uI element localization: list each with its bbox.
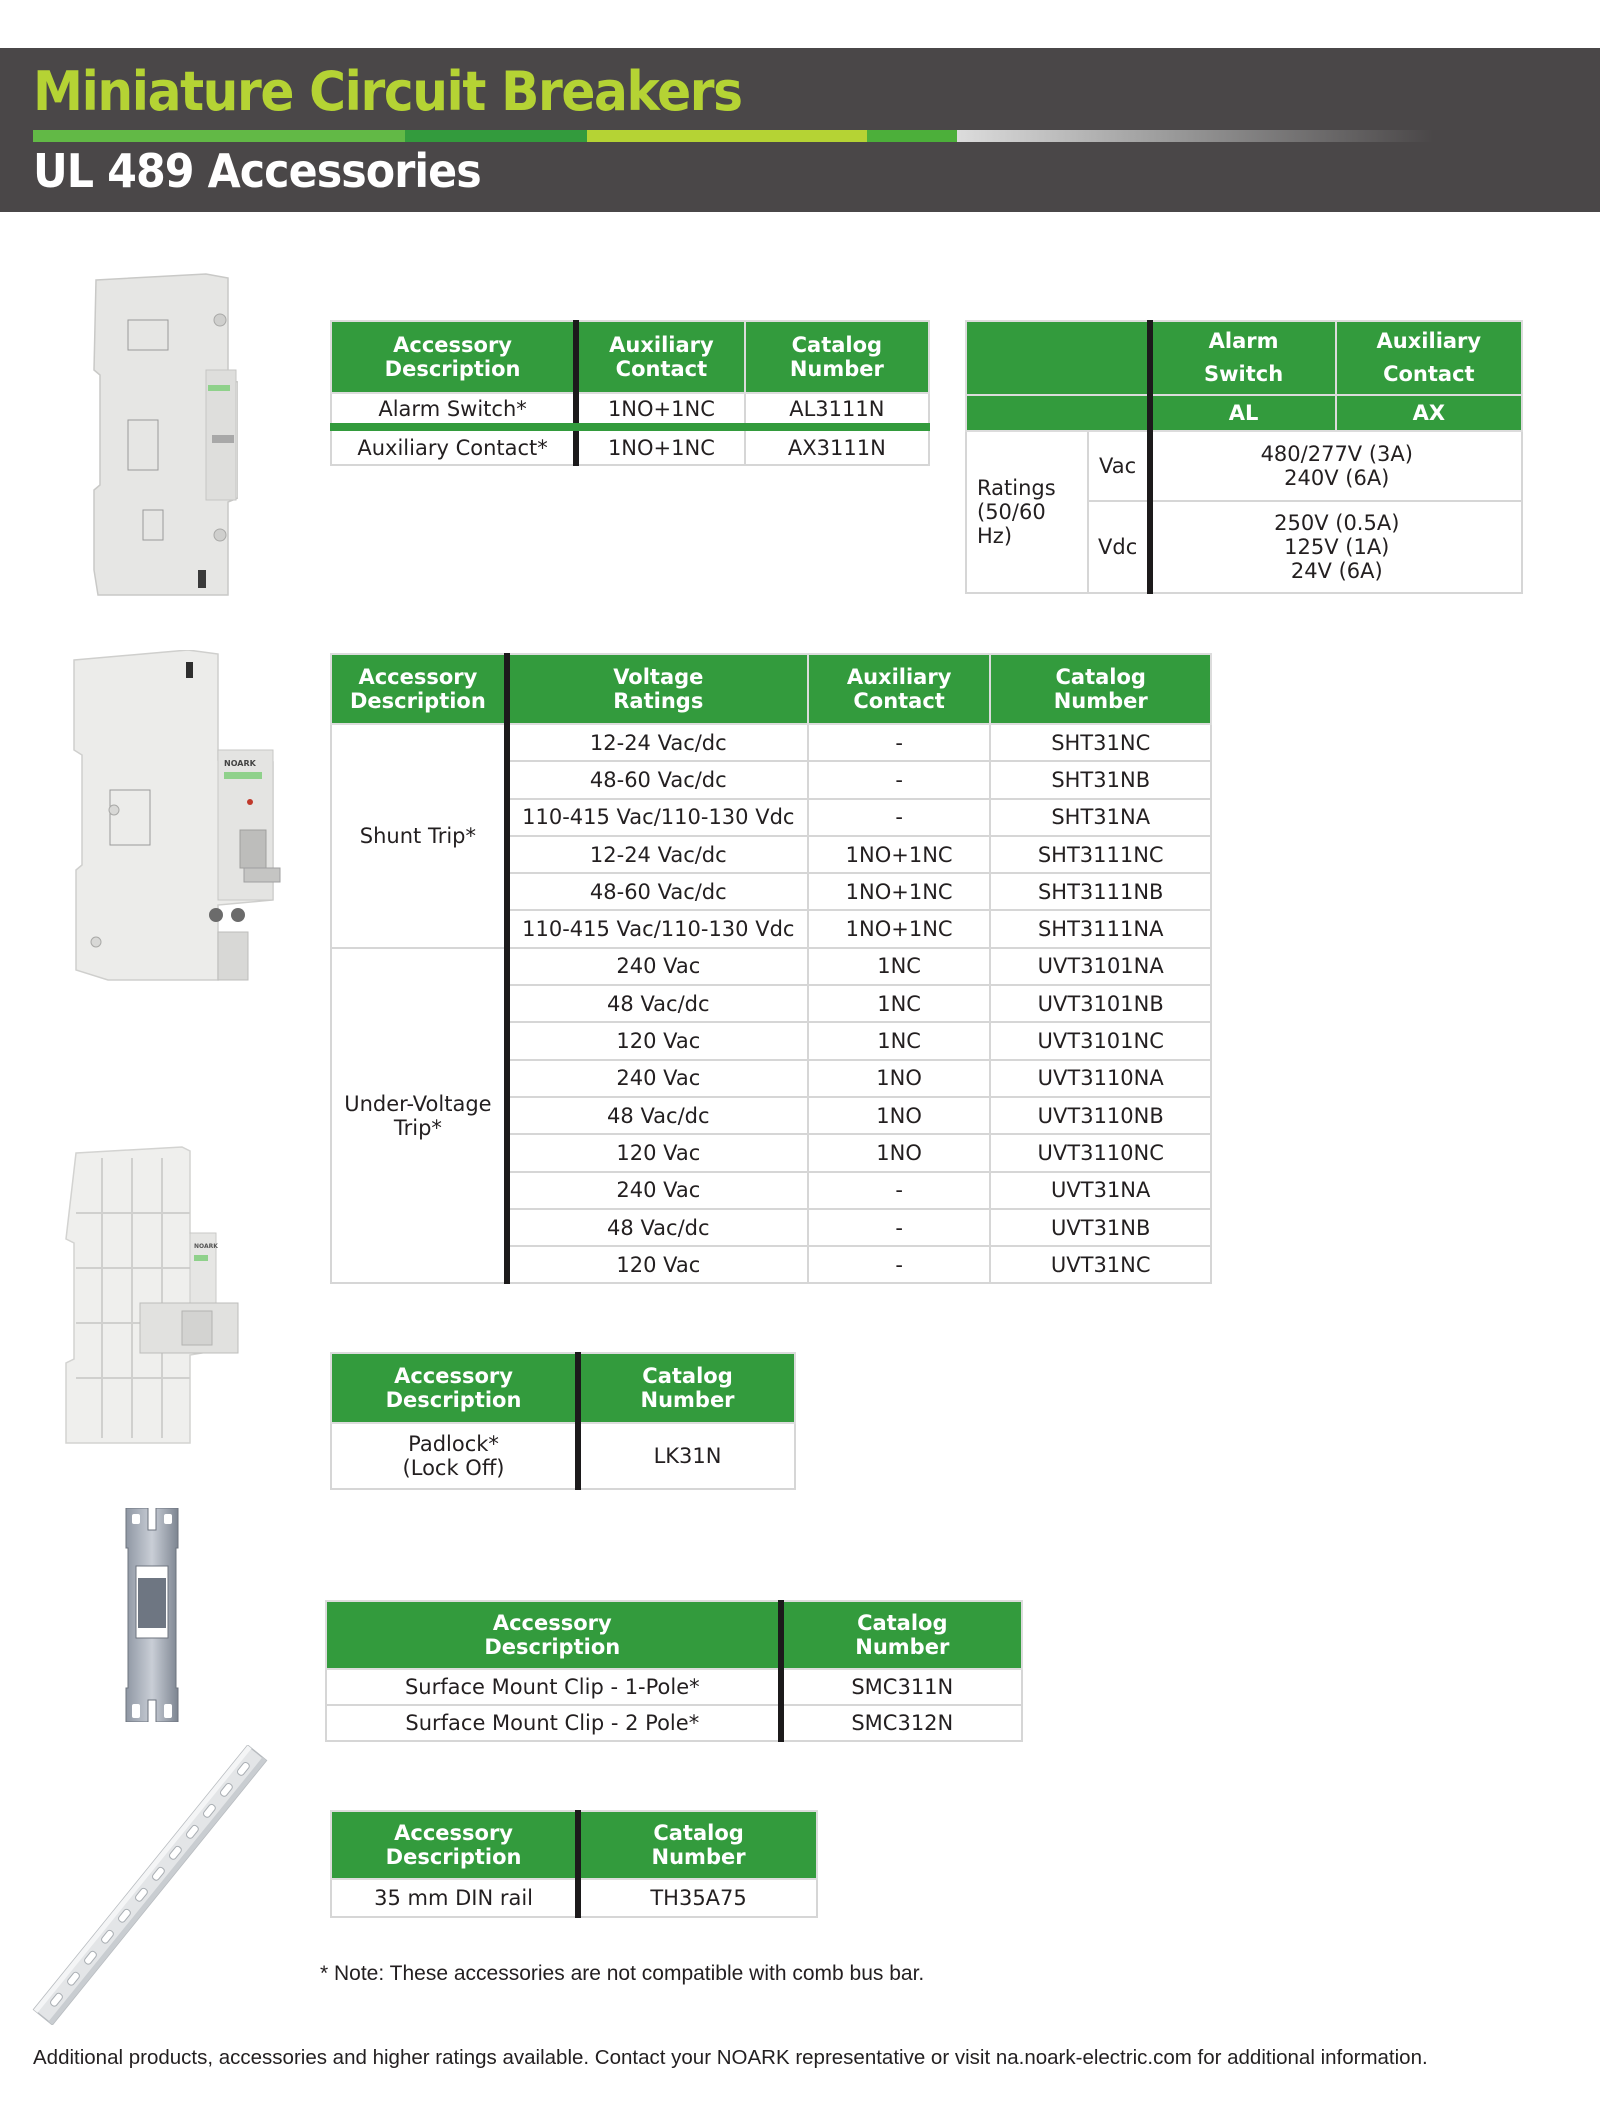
catalog-cell: UVT3110NA xyxy=(990,1060,1211,1097)
page-subtitle: UL 489 Accessories xyxy=(33,144,481,198)
header-catalog-number: Catalog Number xyxy=(781,1601,1022,1669)
aux-contact-cell: 1NO xyxy=(808,1134,991,1171)
vdc-label: Vdc xyxy=(1088,501,1150,593)
aux-contact-cell: 1NO+1NC xyxy=(808,873,991,910)
header-catalog-number: Catalog Number xyxy=(745,321,929,393)
compatibility-note: * Note: These accessories are not compatible with comb bus bar. xyxy=(320,1962,925,1985)
aux-contact-cell: 1NO xyxy=(808,1060,991,1097)
footer-contact-text: Additional products, accessories and higher ratings available. Contact your NOARK representative or visit na.noark-electric.com for additional information. xyxy=(33,2046,1428,2069)
catalog-cell: SHT31NC xyxy=(990,724,1211,761)
trip-table xyxy=(330,653,1212,1284)
voltage-cell: 240 Vac xyxy=(507,948,808,985)
code-ax: AX xyxy=(1336,395,1522,431)
table-row xyxy=(326,1705,1022,1741)
aux-contact-cell: 1NO xyxy=(808,1097,991,1134)
catalog-cell: UVT3101NA xyxy=(990,948,1211,985)
header-auxiliary-contact: Auxiliary Contact xyxy=(808,654,991,724)
description-cell: Padlock* (Lock Off) xyxy=(331,1423,578,1489)
padlock-image xyxy=(62,1143,242,1448)
voltage-cell: 48 Vac/dc xyxy=(507,985,808,1022)
voltage-cell: 240 Vac xyxy=(507,1172,808,1209)
catalog-cell: UVT3110NB xyxy=(990,1097,1211,1134)
ratings-header-blank xyxy=(966,321,1150,395)
aux-contact-cell: 1NC xyxy=(808,948,991,985)
vac-row xyxy=(966,431,1522,501)
din-rail-image xyxy=(30,1745,270,2025)
voltage-cell: 120 Vac xyxy=(507,1134,808,1171)
aux-contact-cell: 1NC xyxy=(808,985,991,1022)
voltage-cell: 12-24 Vac/dc xyxy=(507,724,808,761)
catalog-cell: SHT3111NA xyxy=(990,910,1211,947)
catalog-cell: UVT3101NB xyxy=(990,985,1211,1022)
catalog-cell: SHT3111NC xyxy=(990,836,1211,873)
header-accent-bar xyxy=(33,130,1433,142)
voltage-cell: 240 Vac xyxy=(507,1060,808,1097)
padlock-table xyxy=(330,1352,796,1490)
catalog-cell: SMC311N xyxy=(781,1669,1022,1705)
header-accessory-description: Accessory Description xyxy=(331,1811,578,1879)
description-cell: Surface Mount Clip - 2 Pole* xyxy=(326,1705,781,1741)
header-accessory-description: Accessory Description xyxy=(331,1353,578,1423)
ratings-table xyxy=(965,320,1523,594)
table-row xyxy=(331,724,1211,761)
ratings-code-blank xyxy=(966,395,1150,431)
voltage-cell: 48 Vac/dc xyxy=(507,1097,808,1134)
catalog-cell: UVT3110NC xyxy=(990,1134,1211,1171)
header-catalog-number: Catalog Number xyxy=(578,1811,817,1879)
catalog-cell: SHT31NB xyxy=(990,761,1211,798)
table-row xyxy=(331,427,929,465)
shunt-trip-image xyxy=(68,650,283,985)
header-accessory-description: Accessory Description xyxy=(331,321,576,393)
aux-contact-cell: 1NO+1NC xyxy=(576,393,745,427)
aux-contact-cell: - xyxy=(808,1209,991,1246)
table-row xyxy=(331,1879,817,1917)
voltage-cell: 48-60 Vac/dc xyxy=(507,761,808,798)
voltage-cell: 110-415 Vac/110-130 Vdc xyxy=(507,910,808,947)
svg-text:NOARK: NOARK xyxy=(224,759,256,768)
aux-contact-cell: - xyxy=(808,1246,991,1283)
voltage-cell: 48-60 Vac/dc xyxy=(507,873,808,910)
voltage-cell: 120 Vac xyxy=(507,1022,808,1059)
header-catalog-number: Catalog Number xyxy=(578,1353,795,1423)
table-row xyxy=(326,1669,1022,1705)
aux-contact-cell: 1NO+1NC xyxy=(808,836,991,873)
catalog-cell: AX3111N xyxy=(745,427,929,465)
voltage-cell: 110-415 Vac/110-130 Vdc xyxy=(507,799,808,836)
catalog-cell: UVT3101NC xyxy=(990,1022,1211,1059)
voltage-cell: 48 Vac/dc xyxy=(507,1209,808,1246)
aux-contact-cell: - xyxy=(808,761,991,798)
description-cell: Alarm Switch* xyxy=(331,393,576,427)
alarm-aux-table xyxy=(330,320,930,466)
table-row xyxy=(331,948,1211,985)
page-header xyxy=(0,48,1600,212)
header-auxiliary-contact: Auxiliary Contact xyxy=(1336,321,1522,395)
surface-mount-clip-image xyxy=(122,1508,182,1722)
code-al: AL xyxy=(1150,395,1336,431)
header-auxiliary-contact: Auxiliary Contact xyxy=(576,321,745,393)
vac-label: Vac xyxy=(1088,431,1150,501)
aux-contact-cell: - xyxy=(808,799,991,836)
header-catalog-number: Catalog Number xyxy=(990,654,1211,724)
aux-contact-cell: 1NO+1NC xyxy=(808,910,991,947)
description-cell: 35 mm DIN rail xyxy=(331,1879,578,1917)
ratings-label: Ratings (50/60 Hz) xyxy=(966,431,1088,593)
description-cell: Surface Mount Clip - 1-Pole* xyxy=(326,1669,781,1705)
shunt-trip-group-label: Shunt Trip* xyxy=(331,724,507,948)
header-accessory-description: Accessory Description xyxy=(326,1601,781,1669)
catalog-cell: TH35A75 xyxy=(578,1879,817,1917)
header-voltage-ratings: Voltage Ratings xyxy=(507,654,808,724)
table-row xyxy=(331,393,929,427)
catalog-cell: SHT31NA xyxy=(990,799,1211,836)
clip-table xyxy=(325,1600,1023,1742)
catalog-cell: UVT31NB xyxy=(990,1209,1211,1246)
table-row xyxy=(331,1423,795,1489)
catalog-cell: LK31N xyxy=(578,1423,795,1489)
aux-contact-cell: 1NO+1NC xyxy=(576,427,745,465)
catalog-cell: UVT31NC xyxy=(990,1246,1211,1283)
din-rail-table xyxy=(330,1810,818,1918)
header-accessory-description: Accessory Description xyxy=(331,654,507,724)
catalog-cell: UVT31NA xyxy=(990,1172,1211,1209)
alarm-switch-image xyxy=(88,270,238,600)
page-title: Miniature Circuit Breakers xyxy=(33,60,742,123)
vdc-values: 250V (0.5A) 125V (1A) 24V (6A) xyxy=(1150,501,1522,593)
svg-text:NOARK: NOARK xyxy=(194,1243,218,1250)
catalog-cell: SMC312N xyxy=(781,1705,1022,1741)
aux-contact-cell: 1NC xyxy=(808,1022,991,1059)
under-voltage-trip-group-label: Under-Voltage Trip* xyxy=(331,948,507,1284)
description-cell: Auxiliary Contact* xyxy=(331,427,576,465)
voltage-cell: 120 Vac xyxy=(507,1246,808,1283)
vac-values: 480/277V (3A) 240V (6A) xyxy=(1150,431,1522,501)
aux-contact-cell: - xyxy=(808,724,991,761)
header-alarm-switch: Alarm Switch xyxy=(1150,321,1336,395)
aux-contact-cell: - xyxy=(808,1172,991,1209)
catalog-cell: AL3111N xyxy=(745,393,929,427)
voltage-cell: 12-24 Vac/dc xyxy=(507,836,808,873)
catalog-cell: SHT3111NB xyxy=(990,873,1211,910)
